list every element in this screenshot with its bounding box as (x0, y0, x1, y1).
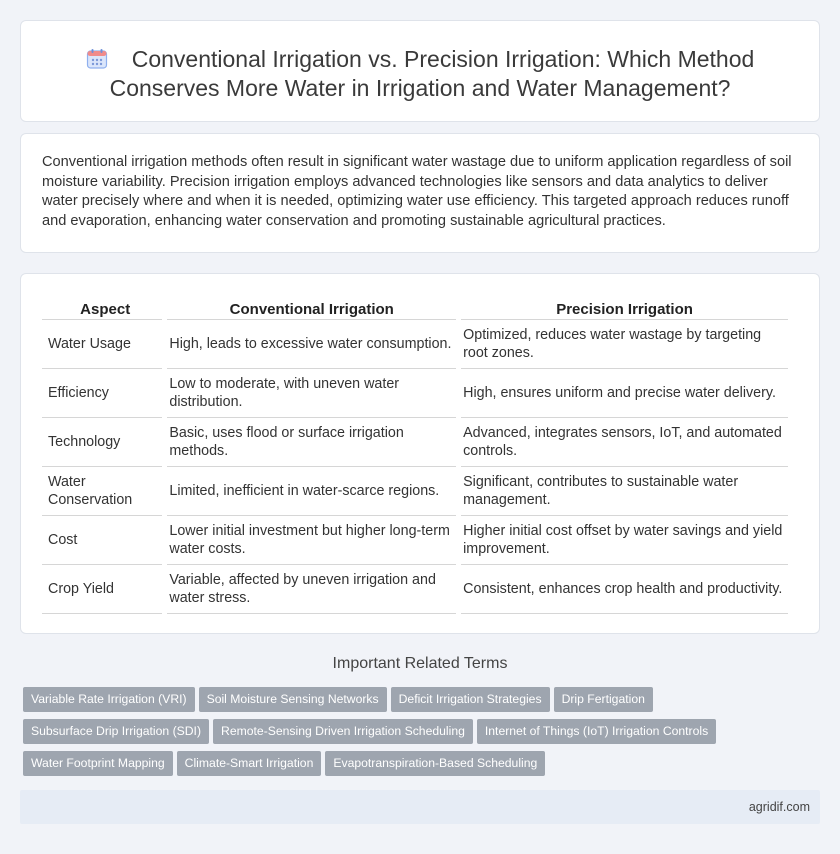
header-aspect: Aspect (42, 296, 162, 320)
table-row (42, 516, 788, 565)
related-term-tag[interactable]: Climate-Smart Irrigation (177, 751, 322, 776)
related-term-tag[interactable]: Variable Rate Irrigation (VRI) (23, 687, 195, 712)
table-row (42, 467, 788, 516)
related-term-tag[interactable]: Water Footprint Mapping (23, 751, 173, 776)
footer-site-link[interactable]: agridif.com (748, 800, 810, 814)
related-terms-heading: Important Related Terms (332, 655, 508, 672)
cell-conventional: Limited, inefficient in water-scarce regions. (167, 467, 456, 516)
cell-precision: High, ensures uniform and precise water delivery. (461, 369, 788, 418)
table-row (42, 320, 788, 369)
related-term-tag[interactable]: Internet of Things (IoT) Irrigation Controls (477, 719, 716, 744)
cell-precision: Higher initial cost offset by water savings and yield improvement. (461, 516, 788, 565)
cell-aspect: Technology (42, 418, 162, 467)
cell-conventional: Lower initial investment but higher long-term water costs. (167, 516, 456, 565)
cell-aspect: Water Usage (42, 320, 162, 369)
header-precision: Precision Irrigation (461, 296, 788, 320)
cell-aspect: Cost (42, 516, 162, 565)
cell-aspect: Crop Yield (42, 565, 162, 614)
page-title (51, 45, 789, 103)
table-header-row (42, 296, 788, 320)
cell-precision: Advanced, integrates sensors, IoT, and automated controls. (461, 418, 788, 467)
related-term-tag[interactable]: Remote-Sensing Driven Irrigation Scheduling (213, 719, 473, 744)
page-title-text: Conventional Irrigation vs. Precision Irrigation: Which Method Conserves More Water in Irrigation and Water Management? (109, 46, 755, 101)
cell-aspect: Water Conservation (42, 467, 162, 516)
cell-aspect: Efficiency (42, 369, 162, 418)
table-row (42, 418, 788, 467)
related-terms-list (23, 687, 813, 783)
related-term-tag[interactable]: Evapotranspiration-Based Scheduling (325, 751, 545, 776)
cell-conventional: High, leads to excessive water consumption. (167, 320, 456, 369)
related-term-tag[interactable]: Soil Moisture Sensing Networks (199, 687, 387, 712)
table-row (42, 369, 788, 418)
cell-precision: Consistent, enhances crop health and productivity. (461, 565, 788, 614)
footer (20, 790, 820, 824)
related-term-tag[interactable]: Subsurface Drip Irrigation (SDI) (23, 719, 209, 744)
related-term-tag[interactable]: Drip Fertigation (554, 687, 653, 712)
intro-card (20, 133, 820, 253)
cell-conventional: Basic, uses flood or surface irrigation methods. (167, 418, 456, 467)
comparison-table (37, 296, 793, 614)
table-row (42, 565, 788, 614)
comparison-card (20, 273, 820, 634)
cell-conventional: Variable, affected by uneven irrigation and water stress. (167, 565, 456, 614)
related-term-tag[interactable]: Deficit Irrigation Strategies (391, 687, 550, 712)
cell-conventional: Low to moderate, with uneven water distribution. (167, 369, 456, 418)
cell-precision: Optimized, reduces water wastage by targeting root zones. (461, 320, 788, 369)
header-conventional: Conventional Irrigation (167, 296, 456, 320)
intro-paragraph: Conventional irrigation methods often result in significant water wastage due to uniform application regardless of soil moisture variability. Precision irrigation employs advanced technologies like sensors and data analytics to deliver water precisely where and when it is needed, optimizing water use efficiency. This targeted approach reduces runoff and evaporation, enhancing water conservation and promoting sustainable agricultural practices. (42, 154, 792, 229)
title-card (20, 20, 820, 122)
cell-precision: Significant, contributes to sustainable water management. (461, 467, 788, 516)
calendar-icon (86, 48, 108, 70)
